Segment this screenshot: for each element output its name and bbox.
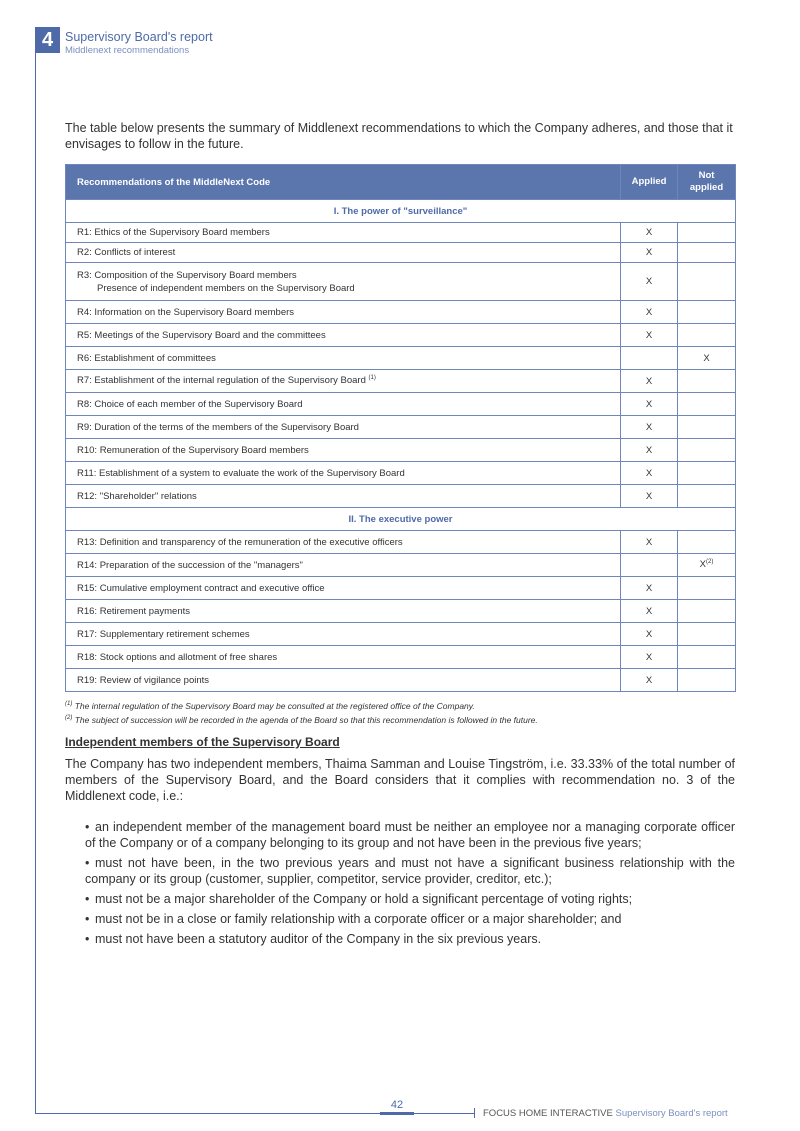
applied-cell: X [621, 577, 678, 600]
not-applied-cell [678, 439, 736, 462]
section-title: I. The power of "surveillance" [66, 200, 736, 223]
not-applied-cell [678, 531, 736, 554]
recommendation-label: R4: Information on the Supervisory Board members [66, 301, 621, 324]
not-applied-cell [678, 370, 736, 393]
table-row [66, 577, 736, 600]
not-applied-cell [678, 462, 736, 485]
list-item-text: must not be in a close or family relationship with a corporate officer or a major shareholder; and [95, 912, 622, 926]
footnote-1 [65, 698, 538, 712]
recommendation-label: R11: Establishment of a system to evaluate the work of the Supervisory Board [66, 462, 621, 485]
table-row [66, 439, 736, 462]
recommendation-label: R6: Establishment of committees [66, 347, 621, 370]
footnote-ref: (2) [706, 559, 714, 566]
footnote-2-mark: (2) [65, 714, 73, 721]
applied-cell: X [621, 623, 678, 646]
list-item [85, 931, 735, 947]
table-row [66, 462, 736, 485]
table-row [66, 623, 736, 646]
table-row [66, 393, 736, 416]
table-row [66, 370, 736, 393]
footnote-1-mark: (1) [65, 701, 73, 707]
not-applied-line2: applied [689, 182, 724, 193]
not-applied-cell [678, 577, 736, 600]
column-header-not-applied [678, 165, 736, 200]
bullet-icon: • [85, 932, 90, 946]
not-applied-cell [678, 393, 736, 416]
list-item-text: must not have been, in the two previous years and must not have a significant business relationship with the company or its group (customer, supplier, competitor, service provider, creditor, etc.); [85, 856, 735, 886]
table-row [66, 600, 736, 623]
table-row [66, 646, 736, 669]
recommendation-cell [66, 370, 621, 393]
applied-cell: X [621, 531, 678, 554]
list-item [85, 911, 735, 927]
not-applied-cell: X [678, 347, 736, 370]
applied-cell: X [621, 393, 678, 416]
page-number: 42 [390, 1099, 404, 1111]
not-applied-cell [678, 600, 736, 623]
list-item-text: an independent member of the management board must be neither an employee nor a managing corporate officer of the Company or of a company belonging to its group and not have been in the previous five years; [85, 820, 735, 850]
column-header-applied: Applied [621, 165, 678, 200]
bottom-rule-end [474, 1108, 475, 1118]
not-applied-cell [678, 485, 736, 508]
table-row [66, 263, 736, 301]
recommendation-label: R16: Retirement payments [66, 600, 621, 623]
not-applied-cell [678, 554, 736, 577]
list-item-text: must not have been a statutory auditor of the Company in the six previous years. [95, 932, 542, 946]
footnote-1-text: The internal regulation of the Supervisory Board may be consulted at the registered office of the Company. [74, 700, 475, 711]
recommendation-label: R19: Review of vigilance points [66, 669, 621, 692]
not-applied-cell [678, 223, 736, 243]
bullet-icon: • [85, 856, 90, 870]
header-subtitle: Middlenext recommendations [65, 45, 190, 56]
recommendation-label: R18: Stock options and allotment of free shares [66, 646, 621, 669]
footer-section: Supervisory Board's report [615, 1108, 728, 1119]
bullet-icon: • [85, 820, 90, 834]
list-item [85, 855, 735, 887]
applied-cell: X [621, 439, 678, 462]
not-applied-cell [678, 646, 736, 669]
column-header-recommendation: Recommendations of the MiddleNext Code [66, 165, 621, 200]
list-item [85, 891, 735, 907]
independent-members-paragraph: The Company has two independent members, Thaima Samman and Louise Tingström, i.e. 33.33% of the total number of members of the Supervisory Board, and the Board considers that it complies with recommendation no. 3 of the Middlenext code, i.e.: [65, 757, 735, 803]
section-title: II. The executive power [66, 508, 736, 531]
not-applied-cell [678, 263, 736, 301]
recommendation-label: R17: Supplementary retirement schemes [66, 623, 621, 646]
recommendation-label: R12: "Shareholder" relations [66, 485, 621, 508]
footnote-2 [65, 712, 538, 726]
bullet-icon: • [85, 912, 90, 926]
recommendation-cell [66, 263, 621, 301]
recommendation-label: R2: Conflicts of interest [66, 243, 621, 263]
list-item [85, 819, 735, 851]
applied-cell: X [621, 462, 678, 485]
applied-cell: X [621, 324, 678, 347]
not-applied-cell [678, 324, 736, 347]
applied-cell [621, 554, 678, 577]
not-applied-cell [678, 669, 736, 692]
left-margin-rule [35, 52, 36, 1114]
recommendation-label: R5: Meetings of the Supervisory Board and the committees [66, 324, 621, 347]
section-row-surveillance [66, 200, 736, 223]
applied-cell: X [621, 301, 678, 324]
chapter-number-badge: 4 [35, 27, 60, 53]
table-row [66, 347, 736, 370]
recommendation-label: R3: Composition of the Supervisory Board members [77, 269, 297, 281]
recommendation-label: R10: Remuneration of the Supervisory Board members [66, 439, 621, 462]
table-row [66, 485, 736, 508]
not-applied-line1: Not [698, 170, 715, 181]
independence-criteria-list [85, 819, 735, 951]
table-row [66, 531, 736, 554]
applied-cell: X [621, 223, 678, 243]
page-number-bar [380, 1112, 414, 1115]
not-applied-cell [678, 416, 736, 439]
applied-cell: X [621, 646, 678, 669]
header-title: Supervisory Board's report [65, 30, 213, 44]
page-footer [483, 1108, 728, 1119]
table-footnotes [65, 698, 538, 726]
recommendation-label: R1: Ethics of the Supervisory Board members [66, 223, 621, 243]
not-applied-cell [678, 623, 736, 646]
recommendations-table [65, 164, 736, 692]
recommendation-label: R7: Establishment of the internal regulation of the Supervisory Board [77, 375, 366, 387]
recommendation-sublabel: Presence of independent members on the Supervisory Board [97, 282, 355, 294]
table-row [66, 324, 736, 347]
applied-cell: X [621, 370, 678, 393]
recommendation-label: R9: Duration of the terms of the members of the Supervisory Board [66, 416, 621, 439]
footnote-2-text: The subject of succession will be recorded in the agenda of the Board so that this recommendation is followed in the future. [74, 714, 538, 725]
not-applied-cell [678, 243, 736, 263]
table-row [66, 554, 736, 577]
applied-cell: X [621, 669, 678, 692]
recommendation-label: R15: Cumulative employment contract and executive office [66, 577, 621, 600]
footer-company: FOCUS HOME INTERACTIVE [483, 1108, 613, 1119]
recommendation-label: R13: Definition and transparency of the remuneration of the executive officers [66, 531, 621, 554]
table-row [66, 223, 736, 243]
table-row [66, 243, 736, 263]
applied-cell: X [621, 243, 678, 263]
table-row [66, 669, 736, 692]
applied-cell: X [621, 600, 678, 623]
list-item-text: must not be a major shareholder of the Company or hold a significant percentage of voting rights; [95, 892, 633, 906]
not-applied-cell [678, 301, 736, 324]
bullet-icon: • [85, 892, 90, 906]
applied-cell [621, 347, 678, 370]
recommendation-label: R14: Preparation of the succession of the "managers" [66, 554, 621, 577]
not-applied-mark: X [699, 559, 707, 571]
applied-cell: X [621, 263, 678, 301]
recommendation-label: R8: Choice of each member of the Supervisory Board [66, 393, 621, 416]
intro-paragraph: The table below presents the summary of Middlenext recommendations to which the Company adheres, and those that it envisages to follow in the future. [65, 121, 733, 151]
applied-cell: X [621, 485, 678, 508]
table-row [66, 301, 736, 324]
table-row [66, 416, 736, 439]
independent-members-title: Independent members of the Supervisory Board [65, 735, 340, 749]
applied-cell: X [621, 416, 678, 439]
table-header-row [66, 165, 736, 200]
footnote-ref: (1) [368, 375, 376, 382]
section-row-executive [66, 508, 736, 531]
